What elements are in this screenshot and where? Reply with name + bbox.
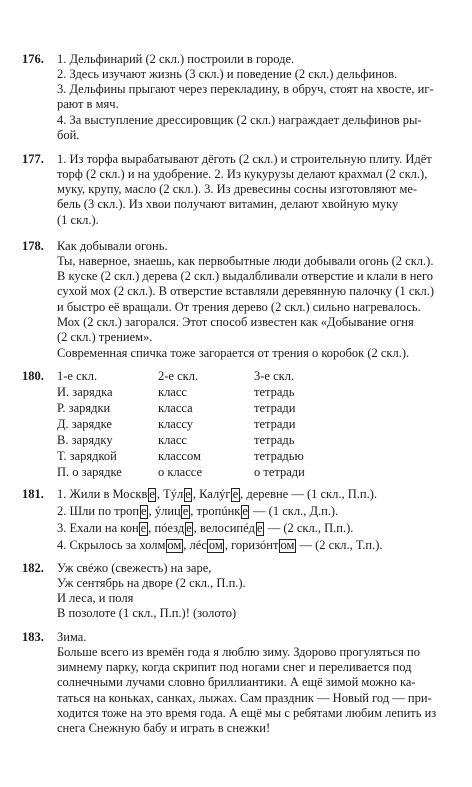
ending-box: ом — [208, 538, 223, 552]
text-fragment: — (1 скл., Д.п.). — [249, 504, 339, 518]
column-header: 2-е скл. — [158, 369, 199, 383]
table-cell: тетради — [254, 417, 296, 431]
text-title: Как добывали огонь. — [57, 239, 168, 253]
text-line: 3. Дельфины прыгают через перекладину, в обруч, стоят на хвосте, иг- — [57, 82, 434, 96]
text-line: и быстро её вращали. От трения дерево (2 скл.) сильно нагревалось. — [57, 300, 421, 314]
text-line: ходится тоже на это время года. А ещё мы с ребятами любим лепить из — [57, 706, 437, 720]
text-title: Зима. — [57, 630, 87, 644]
poem-line: Уж сентябрь на дворе (2 скл., П.п.). — [57, 576, 246, 590]
text-fragment: , Калýг — [192, 487, 231, 501]
text-line — [57, 487, 377, 502]
exercise-number: 177. — [22, 152, 44, 166]
table-cell: тетрадь — [254, 385, 295, 399]
ending-box: ом — [280, 538, 295, 552]
text-line: бой. — [57, 128, 80, 142]
text-fragment: , велосипéд — [193, 521, 256, 535]
text-line: торф (2 скл.) и на удобрение. 2. Из кукурузы делают крахмал (2 скл.), — [57, 167, 428, 181]
table-cell: И. зарядка — [57, 385, 113, 399]
ending-box: е — [141, 504, 147, 518]
text-fragment: 4. Скрылось за холм — [57, 538, 166, 552]
text-fragment: 2. Шли по троп — [57, 504, 140, 518]
poem-line: И леса, и поля — [57, 591, 134, 605]
table-cell: В. зарядку — [57, 433, 113, 447]
exercise-number: 180. — [22, 369, 44, 383]
text-line: муку, крупу, масло (2 скл.). 3. Из древесины сосны изготовляют ме- — [57, 182, 418, 196]
text-fragment: , деревне — (1 скл., П.п.). — [240, 487, 377, 501]
text-line: 1. Из торфа вырабатывают дёготь (2 скл.) и строительную плиту. Идёт — [57, 152, 432, 166]
text-line — [57, 504, 338, 519]
text-fragment: 3. Ехали на кон — [57, 521, 139, 535]
text-line: снега Снежную бабу и играть в снежки! — [57, 721, 271, 735]
text-line: (1 скл.). — [57, 213, 99, 227]
text-line — [57, 538, 383, 553]
text-line: Современная спичка тоже загорается от трения о коробок (2 скл.). — [57, 346, 410, 360]
exercise-number: 178. — [22, 239, 44, 253]
text-line: (2 скл.) трением». — [57, 330, 153, 344]
table-cell: классу — [158, 417, 194, 431]
text-line: сухой мох (2 скл.). В отверстие вставляли деревянную палочку (1 скл.) — [57, 284, 434, 298]
poem-line: В позолоте (1 скл., П.п.)! (золото) — [57, 606, 237, 620]
text-line: Ты, наверное, знаешь, как первобытные люди добывали огонь (2 скл.). — [57, 254, 434, 268]
ending-box: е — [140, 521, 147, 535]
table-cell: Д. зарядке — [57, 417, 112, 431]
ending-box: е — [149, 487, 155, 501]
text-line: солнечными лучами словно бриллиантики. А ещё зимой можно ка- — [57, 675, 416, 689]
text-fragment: , тропúнк — [190, 504, 241, 518]
text-fragment: , ýлиц — [148, 504, 181, 518]
table-cell: тетради — [254, 401, 296, 415]
text-line — [57, 521, 353, 536]
text-line: 2. Здесь изучают жизнь (3 скл.) и поведение (2 скл.) дельфинов. — [57, 67, 398, 81]
exercise-number: 176. — [22, 52, 44, 66]
ending-box: е — [232, 487, 239, 501]
ending-box: е — [182, 504, 189, 518]
text-line: Мох (2 скл.) загорался. Этот способ известен как «Добывание огня — [57, 315, 414, 329]
text-fragment: , лéс — [183, 538, 207, 552]
text-line: таться на коньках, санках, лыжах. Сам праздник — Новый год — при- — [57, 691, 432, 705]
poem-line: Уж свéжо (свежесть) на заре, — [57, 561, 212, 575]
ending-box: ом — [167, 538, 182, 552]
text-fragment: , Тýл — [156, 487, 184, 501]
text-line: 4. За выступление дрессировщик (2 скл.) награждает дельфинов ры- — [57, 113, 422, 127]
ending-box: е — [257, 521, 263, 535]
column-header: 1-е скл. — [57, 369, 98, 383]
table-cell: о тетради — [254, 465, 305, 479]
table-cell: Т. зарядкой — [57, 449, 117, 463]
table-cell: Р. зарядки — [57, 401, 111, 415]
table-cell: П. о зарядке — [57, 465, 122, 479]
exercise-number: 181. — [22, 487, 44, 501]
table-cell: тетрадью — [254, 449, 304, 463]
text-fragment: , пóезд — [148, 521, 185, 535]
table-cell: о классе — [158, 465, 203, 479]
text-line: В куске (2 скл.) дерева (2 скл.) выдалбливали отверстие и клали в него — [57, 269, 434, 283]
table-cell: тетрадь — [254, 433, 295, 447]
ending-box: е — [185, 487, 191, 501]
exercise-number: 183. — [22, 630, 44, 644]
text-line: Больше всего из времён года я люблю зиму. Здорово прогуляться по — [57, 645, 421, 659]
text-line: 1. Дельфинарий (2 скл.) построили в городе. — [57, 52, 295, 66]
exercise-number: 182. — [22, 561, 44, 575]
column-header: 3-е скл. — [254, 369, 295, 383]
table-cell: класс — [158, 433, 187, 447]
ending-box: е — [186, 521, 192, 535]
text-fragment: 1. Жили в Москв — [57, 487, 148, 501]
text-line: рают в мяч. — [57, 97, 119, 111]
text-fragment: , горизóнт — [224, 538, 279, 552]
text-fragment: — (2 скл., Т.п.). — [296, 538, 383, 552]
ending-box: е — [242, 504, 248, 518]
table-cell: классом — [158, 449, 201, 463]
text-line: зимнему парку, когда скрипит под ногами снег и переливается под — [57, 660, 412, 674]
table-cell: класс — [158, 385, 187, 399]
text-line: бель (3 скл.). Из хвои получают витамин, делают хвойную муку — [57, 197, 399, 211]
table-cell: класса — [158, 401, 193, 415]
text-fragment: — (2 скл., П.п.). — [264, 521, 354, 535]
